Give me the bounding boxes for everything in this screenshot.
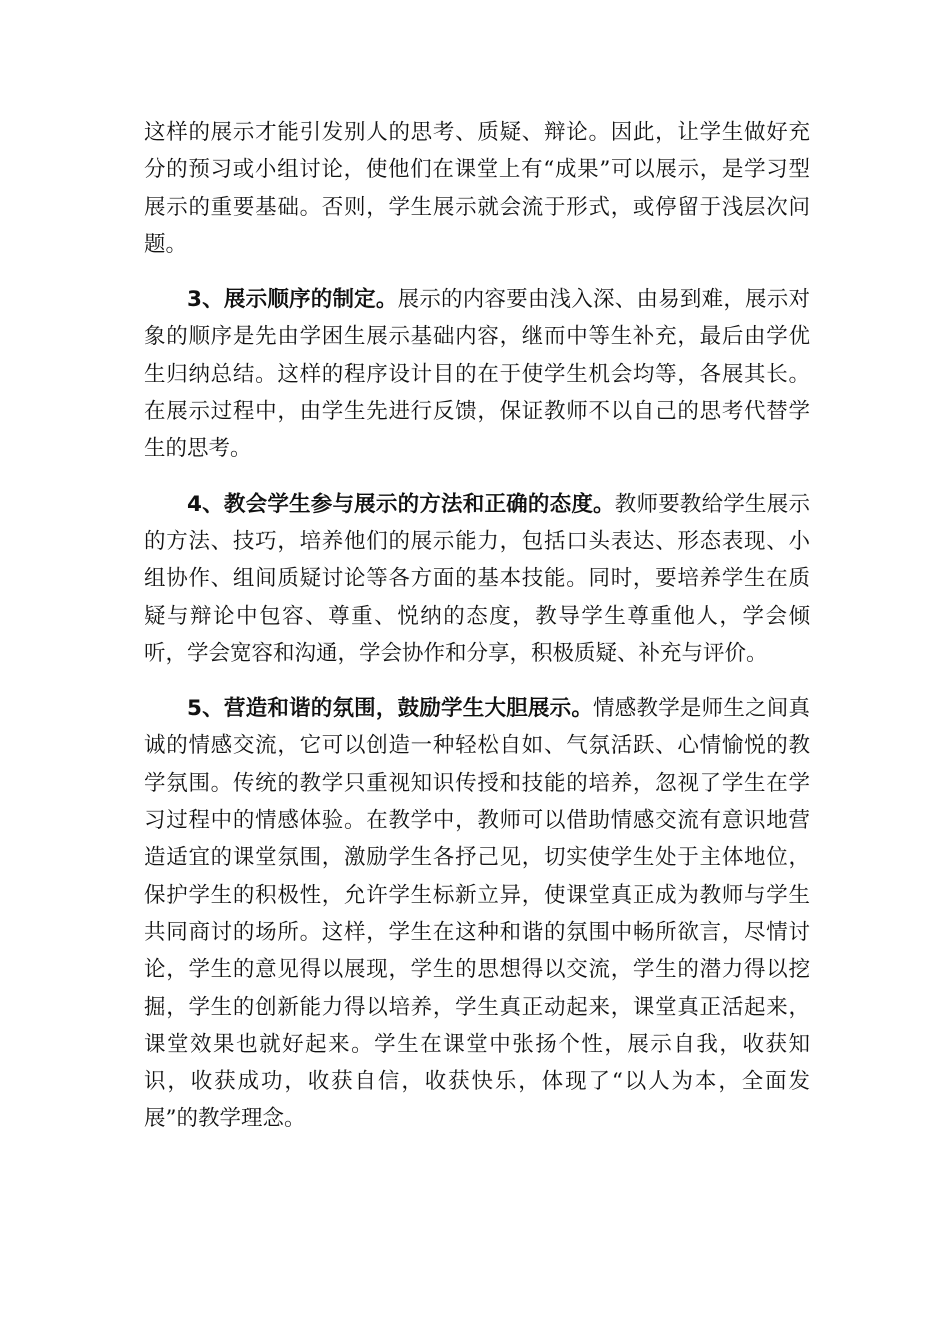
paragraph-display-order (144, 281, 810, 467)
paragraph-text: 展示的内容要由浅入深、由易到难，展示对象的顺序是先由学困生展示基础内容，继而中等生补充，最后由学优生归纳总结。这样的程序设计目的在于使学生机会均等，各展其长。在展示过程中，由学生先进行反馈，保证教师不以自己的思考代替学生的思考。 (144, 287, 810, 462)
paragraph-text: 教师要教给学生展示的方法、技巧，培养他们的展示能力，包括口头表达、形态表现、小组协作、组间质疑讨论等各方面的基本技能。同时，要培养学生在质疑与辩论中包容、尊重、悦纳的态度，教导学生尊重他人，学会倾听，学会宽容和沟通，学会协作和分享，积极质疑、补充与评价。 (144, 491, 810, 666)
document-page (144, 114, 810, 1156)
paragraph-continuation (144, 114, 810, 263)
paragraph-teach-methods (144, 486, 810, 672)
paragraph-heading: 3、展示顺序的制定。 (187, 287, 398, 313)
paragraph-text: 情感教学是师生之间真诚的情感交流，它可以创造一种轻松自如、气氛活跃、心情愉悦的教学氛围。传统的教学只重视知识传授和技能的培养，忽视了学生在学习过程中的情感体验。在教学中，教师可以借助情感交流有意识地营造适宜的课堂氛围，激励学生各抒己见，切实使学生处于主体地位，保护学生的积极性，允许学生标新立异，使课堂真正成为教师与学生共同商讨的场所。这样，学生在这种和谐的氛围中畅所欲言，尽情讨论，学生的意见得以展现，学生的思想得以交流，学生的潜力得以挖掘，学生的创新能力得以培养，学生真正动起来，课堂真正活起来，课堂效果也就好起来。学生在课堂中张扬个性，展示自我，收获知识，收获成功，收获自信，收获快乐，体现了“以人为本，全面发展”的教学理念。 (144, 696, 810, 1132)
paragraph-harmonious-atmosphere (144, 690, 810, 1138)
paragraph-text: 这样的展示才能引发别人的思考、质疑、辩论。因此，让学生做好充分的预习或小组讨论，使他们在课堂上有“成果”可以展示，是学习型展示的重要基础。否则，学生展示就会流于形式，或停留于浅层次问题。 (144, 120, 810, 257)
paragraph-heading: 4、教会学生参与展示的方法和正确的态度。 (187, 491, 615, 517)
paragraph-heading: 5、营造和谐的氛围，鼓励学生大胆展示。 (187, 696, 594, 722)
